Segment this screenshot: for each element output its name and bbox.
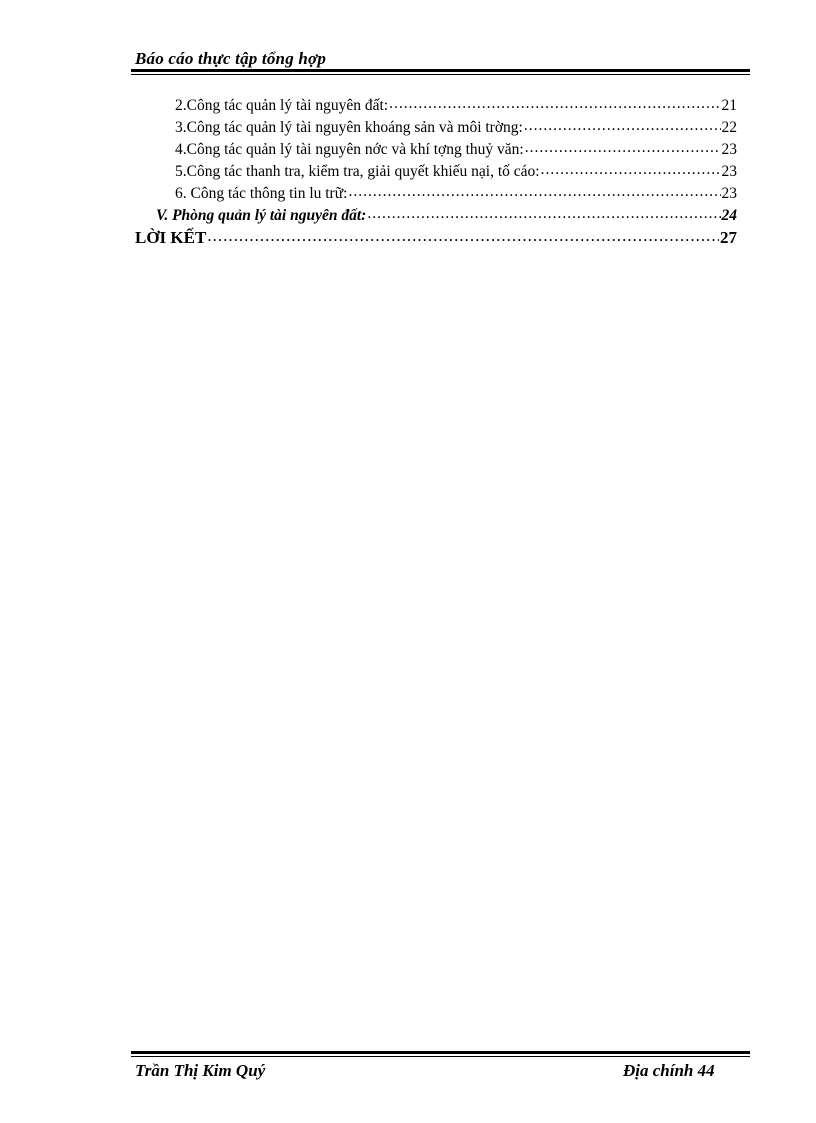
- toc-entry-label: 5.Công tác thanh tra, kiểm tra, giải quyết khiếu nại, tố cáo:: [175, 163, 540, 180]
- toc-dot-leader: [525, 138, 721, 158]
- toc-entry-chapter[interactable]: [135, 228, 737, 248]
- header-rule-thin: [131, 74, 750, 75]
- toc-entry[interactable]: [175, 140, 737, 160]
- toc-dot-leader: [348, 182, 720, 202]
- toc-entry-page: 27: [720, 228, 737, 247]
- header-rule-thick: [131, 69, 750, 72]
- toc-dot-leader: [389, 94, 720, 114]
- toc-entry-label: 6. Công tác thông tin lu trữ:: [175, 185, 348, 202]
- footer-author: Trần Thị Kim Quý: [135, 1061, 266, 1080]
- toc-entry-label: 2.Công tác quản lý tài nguyên đất:: [175, 97, 389, 114]
- toc-entry[interactable]: [175, 96, 737, 116]
- toc-entry-page: 23: [721, 185, 737, 202]
- toc-entry-page: 23: [721, 141, 737, 158]
- toc-entry[interactable]: [175, 162, 737, 182]
- toc-entry-label: LỜI KẾT: [135, 228, 207, 247]
- toc-entry-page: 21: [721, 97, 737, 114]
- toc-dot-leader: [524, 116, 721, 136]
- toc-entry[interactable]: [175, 184, 737, 204]
- toc-entry-page: 24: [721, 207, 737, 224]
- toc-dot-leader: [207, 226, 719, 246]
- toc-entry-label: 4.Công tác quản lý tài nguyên nớc và khí tợng thuỷ văn:: [175, 141, 524, 158]
- footer-class: Địa chính 44: [623, 1061, 715, 1080]
- toc-dot-leader: [367, 204, 720, 224]
- toc-entry-section[interactable]: [156, 206, 737, 226]
- toc-entry-label: V. Phòng quản lý tài nguyên đất:: [156, 207, 367, 224]
- toc-dot-leader: [541, 160, 721, 180]
- toc-entry[interactable]: [175, 118, 737, 138]
- footer-rule-thin: [131, 1056, 750, 1057]
- header-title: Báo cáo thực tập tổng hợp: [135, 49, 327, 68]
- footer-rule-thick: [131, 1051, 750, 1054]
- toc-entry-page: 23: [721, 163, 737, 180]
- toc-entry-label: 3.Công tác quản lý tài nguyên khoáng sản và môi trờng:: [175, 119, 523, 136]
- toc-entry-page: 22: [721, 119, 737, 136]
